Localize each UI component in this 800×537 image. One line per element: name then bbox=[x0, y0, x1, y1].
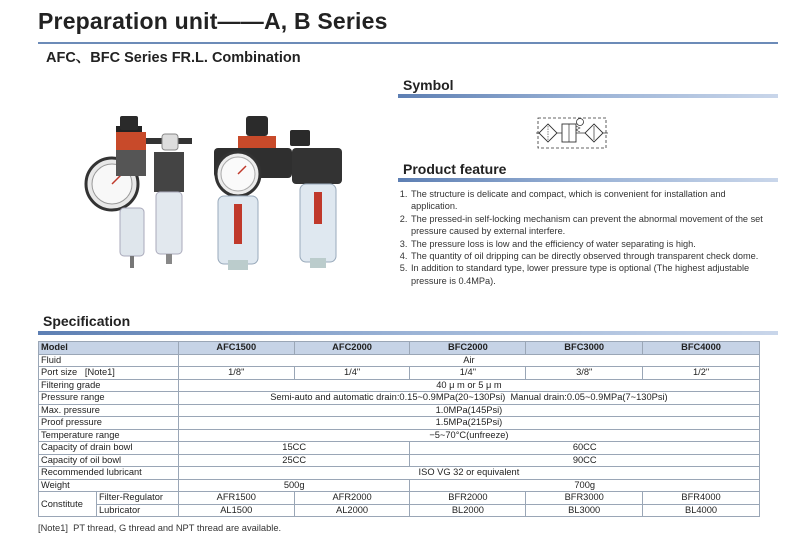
afc-lubricator-image bbox=[146, 134, 192, 264]
table-cell: 3/8" bbox=[526, 367, 643, 380]
table-cell: ISO VG 32 or equivalent bbox=[178, 467, 759, 480]
table-cell: 1/4" bbox=[410, 367, 526, 380]
table-cell: 1.5MPa(215Psi) bbox=[178, 417, 759, 430]
table-cell: BFR2000 bbox=[410, 492, 526, 505]
row-label: Temperature range bbox=[39, 429, 179, 442]
feature-item: 1. The structure is delicate and compact, which is convenient for installation and application. bbox=[410, 188, 774, 213]
table-row bbox=[39, 392, 760, 405]
feature-item: 5. In addition to standard type, lower pressure type is optional (The highest adjustable pressure is 0.4MPa). bbox=[410, 262, 774, 287]
table-cell: Semi-auto and automatic drain:0.15~0.9MPa(20~130Psi) Manual drain:0.05~0.9MPa(7~130Psi) bbox=[178, 392, 759, 405]
row-label: Port size [Note1] bbox=[39, 367, 179, 380]
table-cell: BL4000 bbox=[643, 504, 760, 517]
table-footnote: [Note1] PT thread, G thread and NPT thread are available. bbox=[38, 523, 282, 533]
product-feature-heading: Product feature bbox=[403, 161, 507, 177]
symbol-heading-bar bbox=[398, 94, 778, 98]
row-label: Fluid bbox=[39, 354, 179, 367]
product-feature-list bbox=[398, 188, 774, 287]
product-feature-heading-bar bbox=[398, 178, 778, 182]
bfc-filter-regulator-image bbox=[214, 116, 292, 270]
table-cell: 700g bbox=[410, 479, 760, 492]
model-header-cell: BFC4000 bbox=[643, 342, 760, 355]
table-row bbox=[39, 442, 760, 455]
table-row bbox=[39, 492, 760, 505]
table-cell: 1/8" bbox=[178, 367, 294, 380]
symbol-heading: Symbol bbox=[403, 77, 454, 93]
row-label: Proof pressure bbox=[39, 417, 179, 430]
specification-heading: Specification bbox=[43, 313, 131, 329]
table-cell: 40 μ m or 5 μ m bbox=[178, 379, 759, 392]
table-cell: 25CC bbox=[178, 454, 410, 467]
sub-row-label: Lubricator bbox=[96, 504, 178, 517]
table-cell: 60CC bbox=[410, 442, 760, 455]
model-header-cell: AFC1500 bbox=[178, 342, 294, 355]
table-row bbox=[39, 367, 760, 380]
title-divider bbox=[38, 42, 778, 44]
table-cell: 1.0MPa(145Psi) bbox=[178, 404, 759, 417]
afc-filter-regulator-image bbox=[86, 116, 146, 268]
table-row bbox=[39, 417, 760, 430]
table-cell: BFR4000 bbox=[643, 492, 760, 505]
sub-row-label: Filter-Regulator bbox=[96, 492, 178, 505]
table-cell: Air bbox=[178, 354, 759, 367]
table-cell: AFR2000 bbox=[294, 492, 410, 505]
row-label: Capacity of drain bowl bbox=[39, 442, 179, 455]
table-row bbox=[39, 379, 760, 392]
page-title: Preparation unit——A, B Series bbox=[38, 8, 388, 34]
table-cell: AL2000 bbox=[294, 504, 410, 517]
specification-table bbox=[38, 341, 760, 517]
table-row bbox=[39, 467, 760, 480]
row-label: Max. pressure bbox=[39, 404, 179, 417]
page-subtitle: AFC、BFC Series FR.L. Combination bbox=[46, 50, 301, 66]
table-cell: 1/4" bbox=[294, 367, 410, 380]
table-cell: BFR3000 bbox=[526, 492, 643, 505]
frl-symbol-diagram bbox=[536, 116, 608, 150]
table-row bbox=[39, 504, 760, 517]
bfc-lubricator-image bbox=[290, 130, 342, 268]
table-row bbox=[39, 454, 760, 467]
model-header-cell: AFC2000 bbox=[294, 342, 410, 355]
model-header-cell: BFC2000 bbox=[410, 342, 526, 355]
table-row bbox=[39, 429, 760, 442]
table-cell: BL3000 bbox=[526, 504, 643, 517]
feature-item: 2. The pressed-in self-locking mechanism can prevent the abnormal movement of the set pressure caused by external interfere. bbox=[410, 213, 774, 238]
product-photo bbox=[78, 108, 348, 276]
row-label: Capacity of oil bowl bbox=[39, 454, 179, 467]
table-cell: 1/2" bbox=[643, 367, 760, 380]
specification-heading-bar bbox=[38, 331, 778, 335]
row-label: Constitute bbox=[39, 492, 97, 517]
table-cell: 500g bbox=[178, 479, 410, 492]
feature-item: 4. The quantity of oil dripping can be directly observed through transparent check dome. bbox=[410, 250, 774, 262]
table-row bbox=[39, 404, 760, 417]
table-row bbox=[39, 479, 760, 492]
model-header-cell: BFC3000 bbox=[526, 342, 643, 355]
row-label: Filtering grade bbox=[39, 379, 179, 392]
table-cell: 90CC bbox=[410, 454, 760, 467]
row-label: Weight bbox=[39, 479, 179, 492]
feature-item: 3. The pressure loss is low and the efficiency of water separating is high. bbox=[410, 238, 774, 250]
table-cell: BL2000 bbox=[410, 504, 526, 517]
table-cell: −5~70°C(unfreeze) bbox=[178, 429, 759, 442]
table-row bbox=[39, 354, 760, 367]
row-label: Pressure range bbox=[39, 392, 179, 405]
table-cell: AFR1500 bbox=[178, 492, 294, 505]
table-cell: AL1500 bbox=[178, 504, 294, 517]
table-header-row bbox=[39, 342, 760, 355]
model-header: Model bbox=[39, 342, 179, 355]
row-label: Recommended lubricant bbox=[39, 467, 179, 480]
table-cell: 15CC bbox=[178, 442, 410, 455]
